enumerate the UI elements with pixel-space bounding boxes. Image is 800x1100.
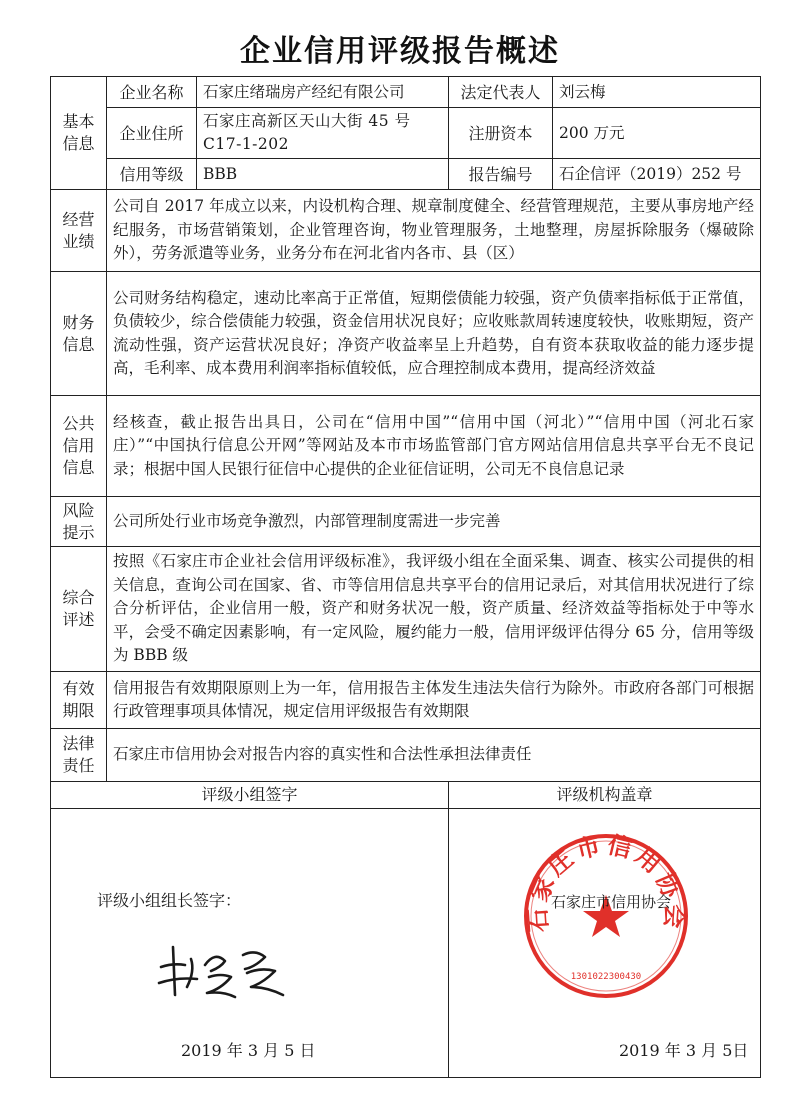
credit-grade-label: 信用等级: [107, 159, 197, 190]
section-public-credit: 公共信用信息: [51, 396, 107, 497]
document-title: 企业信用评级报告概述: [240, 34, 560, 69]
seal-ring-text: 石家庄市信用协会: [523, 831, 689, 934]
section-legal: 法律责任: [51, 729, 107, 782]
section-summary: 综合评述: [51, 547, 107, 672]
section-validity: 有效期限: [51, 672, 107, 729]
seal-date: 2019 年 3 月 5日: [619, 1041, 749, 1060]
section-finance: 财务信息: [51, 272, 107, 396]
business-text: 公司自 2017 年成立以来，内设机构合理、规章制度健全、经营管理规范，主要从事房地产经纪服务，市场营销策划，企业管理咨询，物业管理服务，土地整理，房屋拆除服务（爆破除外），劳务派遣等业务，业务分布在河北省内各市、县（区）: [107, 190, 761, 272]
legal-text: 石家庄市信用协会对报告内容的真实性和合法性承担法律责任: [107, 729, 761, 782]
legal-rep-label: 法定代表人: [449, 77, 553, 108]
handwritten-signature: [151, 937, 301, 1007]
risk-text: 公司所处行业市场竞争激烈，内部管理制度需进一步完善: [107, 497, 761, 547]
finance-text: 公司财务结构稳定，速动比率高于正常值，短期偿债能力较强，资产负债率指标低于正常值，负债较少，综合偿债能力较强，资金信用状况良好；应收账款周转速度较快，收账期短，资产流动性强，资产运营状况良好；净资产收益率呈上升趋势，自有资本获取收益的能力逐步提高，毛利率、成本费用利润率指标值较低，应合理控制成本费用，提高经济效益: [107, 272, 761, 396]
company-name-value: 石家庄绪瑞房产经纪有限公司: [197, 77, 449, 108]
seal-body: [449, 809, 760, 1077]
signature-date: 2019 年 3 月 5 日: [181, 1041, 316, 1060]
seal-header: 评级机构盖章: [449, 782, 760, 809]
capital-value: 200 万元: [553, 108, 761, 159]
company-name-label: 企业名称: [107, 77, 197, 108]
address-line-1: 石家庄高新区天山大街 45 号: [203, 112, 411, 130]
section-basic-info: 基本信息: [51, 77, 107, 190]
address-value: [197, 108, 449, 159]
seal-caption: 石家庄市信用协会: [551, 893, 672, 911]
signature-header: 评级小组签字: [51, 782, 448, 809]
public-credit-text: 经核查，截止报告出具日，公司在“信用中国”“信用中国（河北）”“信用中国（河北石家庄）”“中国执行信息公开网”等网站及本市市场监管部门官方网站信用信息共享平台无不良记录；根据中国人民银行征信中心提供的企业征信证明，公司无不良信息记录: [107, 396, 761, 497]
report-number-label: 报告编号: [449, 159, 553, 190]
signature-body: [51, 809, 448, 1077]
capital-label: 注册资本: [449, 108, 553, 159]
summary-text: 按照《石家庄市企业社会信用评级标准》，我评级小组在全面采集、调查、核实公司提供的相关信息，查询公司在国家、省、市等信用信息共享平台的信用记录后，对其信用状况进行了综合分析评估，企业信用一般，资产和财务状况一般，资产质量、经济效益等指标处于中等水平，会受不确定因素影响，有一定风险，履约能力一般，信用评级评估得分 65 分，信用等级为 BBB 级: [107, 547, 761, 672]
signature-cell: [51, 782, 449, 1078]
official-seal: [521, 831, 691, 1001]
report-table: [50, 76, 761, 1078]
report-number-value: 石企信评（2019）252 号: [553, 159, 761, 190]
legal-rep-value: 刘云梅: [553, 77, 761, 108]
leader-signature-label: 评级小组组长签字：: [97, 891, 242, 910]
address-line-2: C17-1-202: [203, 135, 290, 153]
section-business: 经营业绩: [51, 190, 107, 272]
section-risk: 风险提示: [51, 497, 107, 547]
credit-grade-value: BBB: [197, 159, 449, 190]
seal-number: 1301022300430: [570, 972, 642, 982]
address-label: 企业住所: [107, 108, 197, 159]
validity-text: 信用报告有效期限原则上为一年，信用报告主体发生违法失信行为除外。市政府各部门可根据行政管理事项具体情况，规定信用评级报告有效期限: [107, 672, 761, 729]
seal-cell: [449, 782, 761, 1078]
